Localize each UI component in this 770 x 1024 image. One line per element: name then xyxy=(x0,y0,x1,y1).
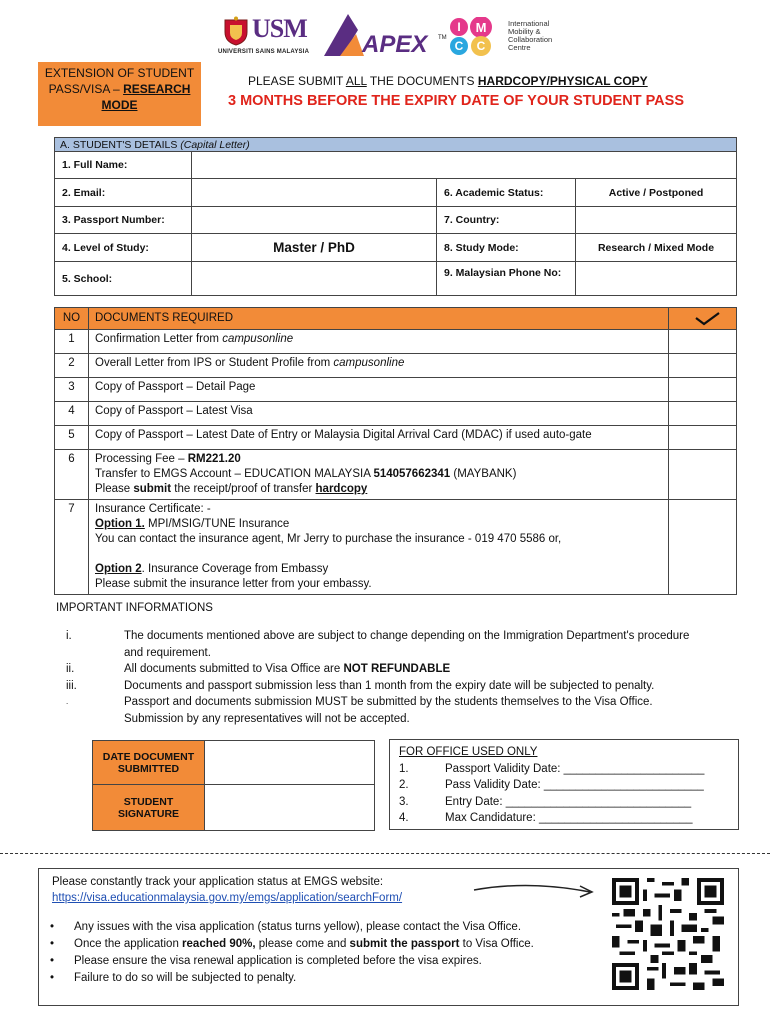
list-item: 2. Pass Validity Date: _________________________ xyxy=(399,779,704,791)
documents-table xyxy=(54,307,737,595)
student-details-heading: A. STUDENT'S DETAILS (Capital Letter) xyxy=(55,138,737,152)
list-item: 1. Passport Validity Date: ______________________ xyxy=(399,762,705,775)
usm-logo-subtitle: UNIVERSITI SAINS MALAYSIA xyxy=(218,49,310,55)
deadline-warning: 3 MONTHS BEFORE THE EXPIRY DATE OF YOUR STUDENT PASS xyxy=(228,93,684,109)
doc-checkbox-6[interactable] xyxy=(669,450,737,500)
passport-number-field[interactable] xyxy=(192,207,437,234)
student-details-table xyxy=(54,137,737,296)
phone-field[interactable] xyxy=(576,262,737,296)
full-name-label: 1. Full Name: xyxy=(55,152,192,179)
apex-logo xyxy=(322,12,442,58)
doc-checkbox-4[interactable] xyxy=(669,402,737,426)
list-item: 3. Entry Date: _____________________________ xyxy=(399,795,692,808)
study-mode-value[interactable]: Research / Mixed Mode xyxy=(576,234,737,262)
phone-label: 9. Malaysian Phone No: xyxy=(437,262,576,296)
list-item: • Failure to do so will be subjected to penalty. xyxy=(50,972,297,984)
svg-text:M: M xyxy=(475,20,487,35)
list-item: i. The documents mentioned above are subject to change depending on the Immigration Department's procedure xyxy=(66,630,690,642)
emgs-link[interactable]: https://visa.educationmalaysia.gov.my/emgs/application/searchForm/ xyxy=(52,892,403,904)
office-use-title: FOR OFFICE USED ONLY xyxy=(399,746,538,758)
list-item: • Please ensure the visa renewal application is completed before the visa expires. xyxy=(50,955,482,967)
student-signature-label: STUDENT SIGNATURE xyxy=(93,785,205,831)
academic-status-label: 6. Academic Status: xyxy=(437,179,576,207)
col-no-header: NO xyxy=(55,308,89,330)
list-item: 4. Max Candidature: ________________________ xyxy=(399,812,693,824)
table-row: 4 Copy of Passport – Latest Visa xyxy=(55,402,737,426)
date-submitted-label: DATE DOCUMENT SUBMITTED xyxy=(93,741,205,785)
qr-code-icon[interactable] xyxy=(612,878,724,990)
imcc-logo-text: International Mobility & Collaboration Centre xyxy=(508,19,553,52)
submit-instruction: PLEASE SUBMIT ALL THE DOCUMENTS HARDCOPY/PHYSICAL COPY xyxy=(248,74,648,88)
level-of-study-label: 4. Level of Study: xyxy=(55,234,192,262)
cut-line-divider xyxy=(0,853,770,854)
doc-checkbox-5[interactable] xyxy=(669,426,737,450)
school-field[interactable] xyxy=(192,262,437,296)
doc-checkbox-2[interactable] xyxy=(669,354,737,378)
svg-text:C: C xyxy=(454,39,464,53)
important-info-list xyxy=(66,628,746,727)
country-field[interactable] xyxy=(576,207,737,234)
email-label: 2. Email: xyxy=(55,179,192,207)
col-docs-header: DOCUMENTS REQUIRED xyxy=(89,308,669,330)
table-row: 2 Overall Letter from IPS or Student Profile from campusonline xyxy=(55,354,737,378)
apex-logo-text: APEX xyxy=(362,31,428,58)
table-row: 1 Confirmation Letter from campusonline xyxy=(55,330,737,354)
doc-checkbox-1[interactable] xyxy=(669,330,737,354)
list-item: ii. All documents submitted to Visa Office are NOT REFUNDABLE xyxy=(66,663,451,675)
checkmark-icon xyxy=(693,311,723,327)
important-info-title: IMPORTANT INFORMATIONS xyxy=(56,602,213,614)
arrow-right-icon xyxy=(470,878,600,900)
list-item: and requirement. xyxy=(124,646,211,659)
student-signature-field[interactable] xyxy=(205,785,375,831)
footer-bullets xyxy=(50,919,610,987)
track-status-text: Please constantly track your application status at EMGS website: xyxy=(52,876,384,888)
academic-status-value[interactable]: Active / Postponed xyxy=(576,179,737,207)
table-row: 6 Processing Fee – RM221.20 Transfer to EMGS Account – EDUCATION MALAYSIA 514057662341 (MAYBANK) Please submit the receipt/proof of transfer hardcopy xyxy=(55,450,737,500)
full-name-field[interactable] xyxy=(192,152,737,179)
list-item: Submission by any representatives will not be accepted. xyxy=(124,712,410,725)
imcc-logo xyxy=(446,17,502,57)
office-use-box xyxy=(389,739,739,830)
list-item: iii. Documents and passport submission less than 1 month from the expiry date will be subjected to penalty. xyxy=(66,679,655,692)
svg-text:C: C xyxy=(476,39,486,53)
table-row: 3 Copy of Passport – Detail Page xyxy=(55,378,737,402)
svg-text:I: I xyxy=(457,20,461,34)
usm-crest-icon xyxy=(222,16,250,46)
study-mode-label: 8. Study Mode: xyxy=(437,234,576,262)
usm-logo-text: USM xyxy=(252,14,307,43)
table-row: 5 Copy of Passport – Latest Date of Entry or Malaysia Digital Arrival Card (MDAC) if used auto-gate xyxy=(55,426,737,450)
submission-table xyxy=(92,740,375,831)
list-item: • Any issues with the visa application (status turns yellow), please contact the Visa Office. xyxy=(50,921,522,933)
table-row: 7 Insurance Certificate: - Option 1. MPI/MSIG/TUNE Insurance You can contact the insurance agent, Mr Jerry to purchase the insurance - 019 470 5586 or, Option 2. Insurance Coverage from Embassy Please submit the insurance letter from your embassy. xyxy=(55,500,737,595)
checkmark-header xyxy=(669,308,737,330)
passport-number-label: 3. Passport Number: xyxy=(55,207,192,234)
doc-checkbox-7[interactable] xyxy=(669,500,737,595)
date-submitted-field[interactable] xyxy=(205,741,375,785)
form-mode-box: EXTENSION OF STUDENT PASS/VISA – RESEARCH MODE xyxy=(38,62,201,126)
level-of-study-value[interactable]: Master / PhD xyxy=(192,234,437,262)
apex-tm-mark: TM xyxy=(438,35,447,41)
list-item: • Once the application reached 90%, please come and submit the passport to Visa Office. xyxy=(50,938,534,950)
school-label: 5. School: xyxy=(55,262,192,296)
doc-checkbox-3[interactable] xyxy=(669,378,737,402)
list-item: . Passport and documents submission MUST be submitted by the students themselves to the Visa Office. xyxy=(66,696,653,708)
country-label: 7. Country: xyxy=(437,207,576,234)
email-field[interactable] xyxy=(192,179,437,207)
